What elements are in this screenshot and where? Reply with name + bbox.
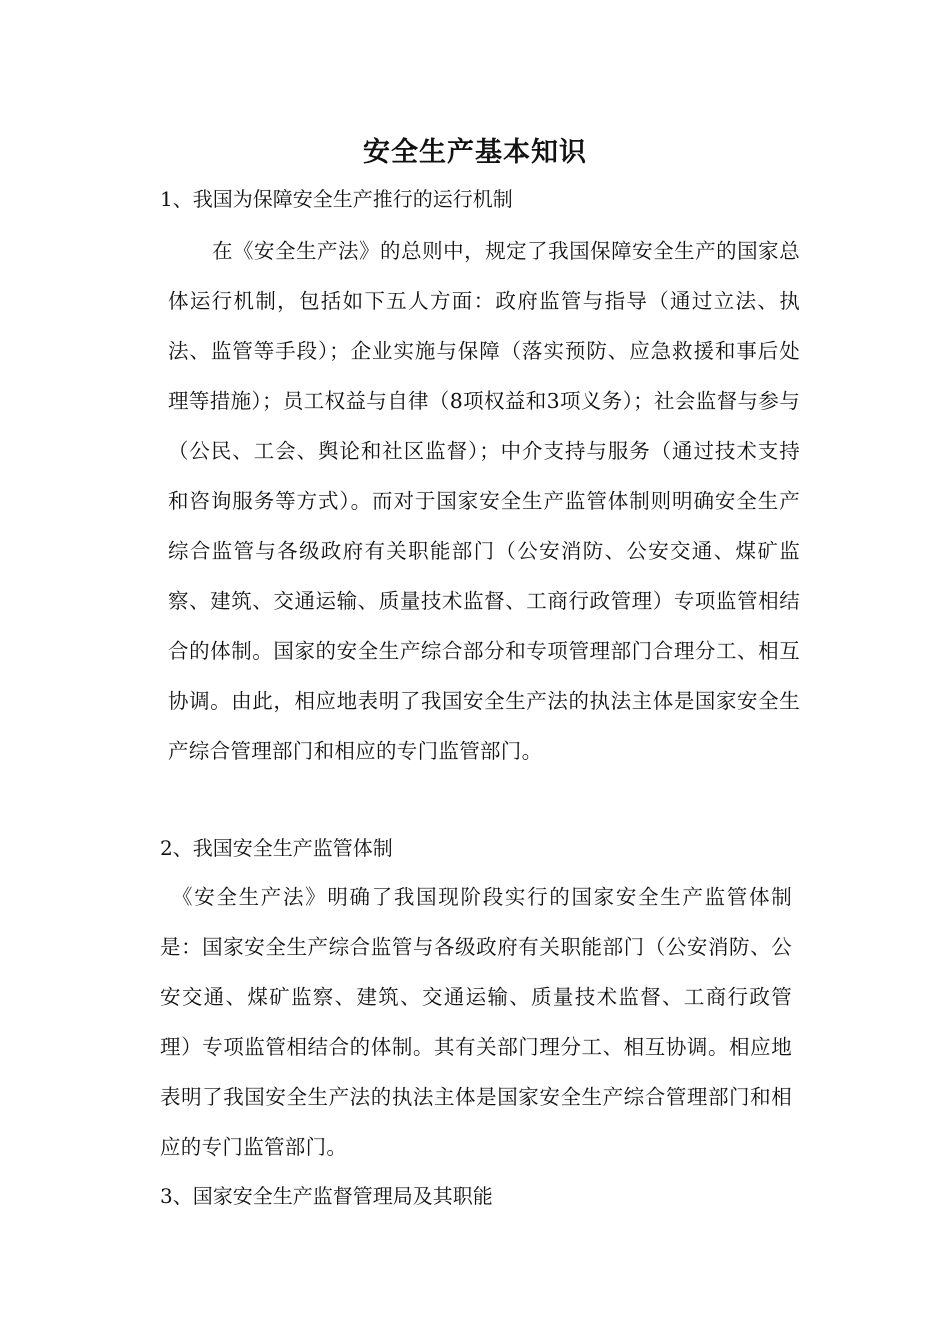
- section-2-paragraph: 《安全生产法》明确了我国现阶段实行的国家安全生产监管体制是：国家安全生产综合监管与各级政府有关职能部门（公安消防、公安交通、煤矿监察、建筑、交通运输、质量技术监督、工商行政管理）专项监管相结合的体制。其有关部门理分工、相互协调。相应地表明了我国安全生产法的执法主体是国家安全生产综合管理部门和相应的专门监管部门。: [160, 885, 792, 1159]
- document-title: 安全生产基本知识: [363, 137, 587, 168]
- section-1-paragraph: 在《安全生产法》的总则中，规定了我国保障安全生产的国家总体运行机制，包括如下五人方面：政府监管与指导（通过立法、执法、监管等手段）；企业实施与保障（落实预防、应急救援和事后处理等措施）；员工权益与自律（8项权益和3项义务）；社会监督与参与（公民、工会、舆论和社区监督）；中介支持与服务（通过技术支持和咨询服务等方式）。而对于国家安全生产监管体制则明确安全生产综合监管与各级政府有关职能部门（公安消防、公安交通、煤矿监察、建筑、交通运输、质量技术监督、工商行政管理）专项监管相结合的体制。国家的安全生产综合部分和专项管理部门合理分工、相互协调。由此，相应地表明了我国安全生产法的执法主体是国家安全生产综合管理部门和相应的专门监管部门。: [168, 239, 800, 763]
- section-3-heading: 3、国家安全生产监督管理局及其职能: [160, 1184, 493, 1208]
- section-2-heading: 2、我国安全生产监管体制: [160, 836, 393, 860]
- section-1-heading: 1、我国为保障安全生产推行的运行机制: [160, 187, 513, 211]
